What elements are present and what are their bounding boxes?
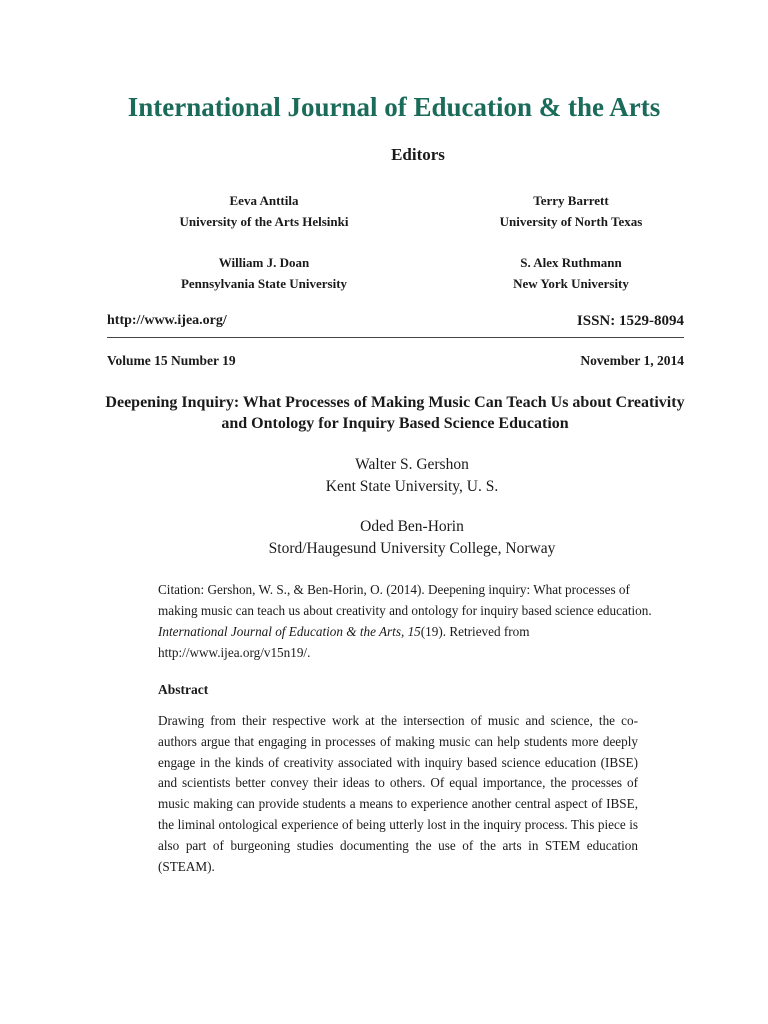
url-issn-row	[107, 313, 684, 330]
author-name: Oded Ben-Horin	[360, 518, 464, 535]
author-affiliation: Stord/Haugesund University College, Norway	[268, 540, 556, 557]
editor-block	[114, 252, 414, 294]
editor-block	[421, 252, 721, 294]
citation-issue: (19). Retrieved from http://www.ijea.org/v15n19/.	[158, 624, 530, 660]
journal-title: International Journal of Education & the Arts	[127, 92, 661, 122]
author-block	[100, 454, 724, 498]
abstract-body: Drawing from their respective work at the intersection of music and science, the co-authors argue that engaging in processes of making music can help students more deeply engage in the kinds of creativity associated with inquiry based science education (IBSE) and scientists better convey their ideas to others. Of equal importance, the processes of music making can provide students a means to experience another central aspect of IBSE, the liminal ontological experience of being utterly lost in the inquiry process. This piece is also part of burgeoning studies documenting the use of the arts in STEM education (STEAM).	[158, 713, 638, 874]
citation-text: Citation: Gershon, W. S., & Ben-Horin, O. (2014). Deepening inquiry: What processes of making music can teach us about creativity and ontology for inquiry based science education.	[158, 582, 652, 618]
journal-url-link[interactable]: http://www.ijea.org/	[107, 313, 227, 328]
editor-block	[114, 190, 414, 232]
abstract-heading: Abstract	[158, 682, 209, 697]
editor-name: Eeva Anttila	[229, 193, 299, 208]
author-block	[100, 516, 724, 560]
divider	[107, 337, 684, 338]
editor-name: S. Alex Ruthmann	[520, 255, 622, 270]
editor-block	[421, 190, 721, 232]
citation	[158, 579, 652, 663]
editor-affiliation: University of North Texas	[499, 214, 643, 229]
editors-heading: Editors	[391, 145, 445, 164]
article-title: Deepening Inquiry: What Processes of Making Music Can Teach Us about Creativity and Ontology for Inquiry Based Science Education	[105, 394, 685, 432]
issn: ISSN: 1529-8094	[576, 313, 684, 329]
author-name: Walter S. Gershon	[355, 456, 469, 473]
editor-name: Terry Barrett	[533, 193, 609, 208]
publication-date: November 1, 2014	[580, 353, 684, 368]
editor-name: William J. Doan	[218, 255, 310, 270]
editor-affiliation: New York University	[513, 276, 629, 291]
editor-affiliation: Pennsylvania State University	[180, 276, 348, 291]
volume-date-row	[107, 353, 684, 369]
volume-number: Volume 15 Number 19	[107, 353, 236, 368]
citation-journal: International Journal of Education & the Arts, 15	[158, 624, 421, 639]
author-affiliation: Kent State University, U. S.	[325, 478, 499, 495]
editor-affiliation: University of the Arts Helsinki	[179, 214, 349, 229]
